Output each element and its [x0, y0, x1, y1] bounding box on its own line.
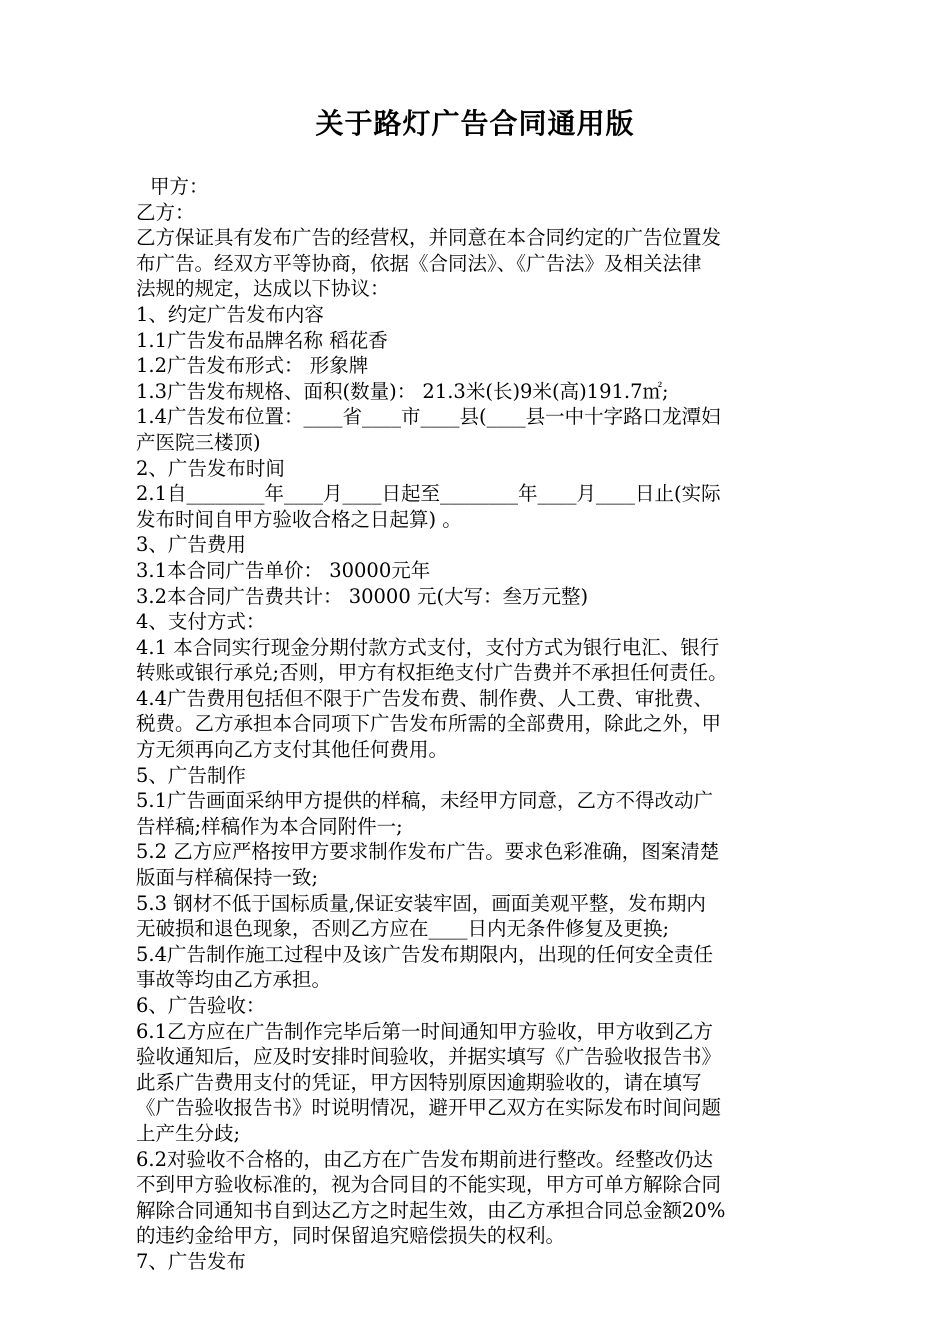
text-line: 《广告验收报告书》时说明情况，避开甲乙双方在实际发布时间问题	[136, 1096, 722, 1120]
section-heading: 5、广告制作	[136, 763, 246, 787]
text-line: 1.1广告发布品牌名称 稻花香	[136, 328, 388, 352]
section-heading: 2、广告发布时间	[136, 456, 285, 480]
text-line: 布广告。经双方平等协商，依据《合同法》、《广告法》及相关法律	[136, 251, 702, 275]
text-line: 验收通知后，应及时安排时间验收，并据实填写《广告验收报告书》	[136, 1045, 722, 1069]
text-line: 5.4广告制作施工过程中及该广告发布期限内，出现的任何安全责任	[136, 942, 714, 966]
text-line: 版面与样稿保持一致;	[136, 866, 319, 890]
text-line: 方无须再向乙方支付其他任何费用。	[136, 738, 449, 762]
text-line: 乙方：	[136, 200, 195, 224]
text-line: 5.3 钢材不低于国标质量,保证安装牢固，画面美观平整，发布期内	[136, 891, 706, 915]
text-line: 2.1自________年____月____日起至________年____月____日止(实际	[136, 482, 721, 506]
text-line: 乙方保证具有发布广告的经营权，并同意在本合同约定的广告位置发	[136, 226, 722, 250]
text-line: 5.1广告画面采纳甲方提供的样稿，未经甲方同意，乙方不得改动广	[136, 789, 714, 813]
text-line: 5.2 乙方应严格按甲方要求制作发布广告。要求色彩准确，图案清楚	[136, 840, 720, 864]
text-line: 甲方：	[150, 175, 209, 198]
text-line: 法规的规定，达成以下协议：	[136, 277, 390, 301]
text-line: 1.3广告发布规格、面积(数量)： 21.3米(长)9米(高)191.7㎡;	[136, 379, 669, 403]
text-line: 上产生分歧;	[136, 1121, 241, 1145]
section-heading: 3、广告费用	[136, 533, 246, 557]
section-heading: 6、广告验收：	[136, 994, 266, 1017]
text-line: 6.2对验收不合格的，由乙方在广告发布期前进行整改。经整改仍达	[136, 1147, 714, 1171]
document-body	[136, 174, 816, 1275]
text-line: 解除合同通知书自到达乙方之时起生效，由乙方承担合同总金额20%	[136, 1198, 726, 1222]
document-title: 关于路灯广告合同通用版	[315, 107, 635, 140]
section-heading: 7、广告发布	[136, 1249, 246, 1273]
text-line: 转账或银行承兑;否则，甲方有权拒绝支付广告费并不承担任何责任。	[136, 661, 728, 685]
text-line: 1.4广告发布位置：____省____市____县(____县一中十字路口龙潭妇	[136, 405, 721, 429]
text-line: 4.4广告费用包括但不限于广告发布费、制作费、人工费、审批费、	[136, 686, 714, 710]
text-line: 此系广告费用支付的凭证，甲方因特别原因逾期验收的，请在填写	[136, 1070, 702, 1094]
text-line: 发布时间自甲方验收合格之日起算) 。	[136, 507, 462, 531]
text-line: 4.1 本合同实行现金分期付款方式支付，支付方式为银行电汇、银行	[136, 635, 720, 659]
section-heading: 1、约定广告发布内容	[136, 302, 324, 326]
text-line: 告样稿;样稿作为本合同附件一;	[136, 814, 403, 838]
text-line: 产医院三楼顶)	[136, 430, 261, 454]
text-line: 事故等均由乙方承担。	[136, 968, 332, 992]
text-line: 税费。乙方承担本合同项下广告发布所需的全部费用，除此之外，甲	[136, 712, 722, 736]
text-line: 无破损和退色现象，否则乙方应在____日内无条件修复及更换;	[136, 917, 670, 941]
section-heading: 4、支付方式：	[136, 610, 266, 634]
text-line: 的违约金给甲方，同时保留追究赔偿损失的权利。	[136, 1224, 566, 1248]
text-line: 不到甲方验收标准的，视为合同目的不能实现，甲方可单方解除合同	[136, 1173, 722, 1197]
text-line: 1.2广告发布形式： 形象牌	[136, 354, 369, 378]
text-line: 3.2本合同广告费共计： 30000 元(大写：叁万元整)	[136, 584, 589, 608]
text-line: 6.1乙方应在广告制作完毕后第一时间通知甲方验收，甲方收到乙方	[136, 1019, 714, 1043]
text-line: 3.1本合同广告单价： 30000元年	[136, 558, 431, 582]
